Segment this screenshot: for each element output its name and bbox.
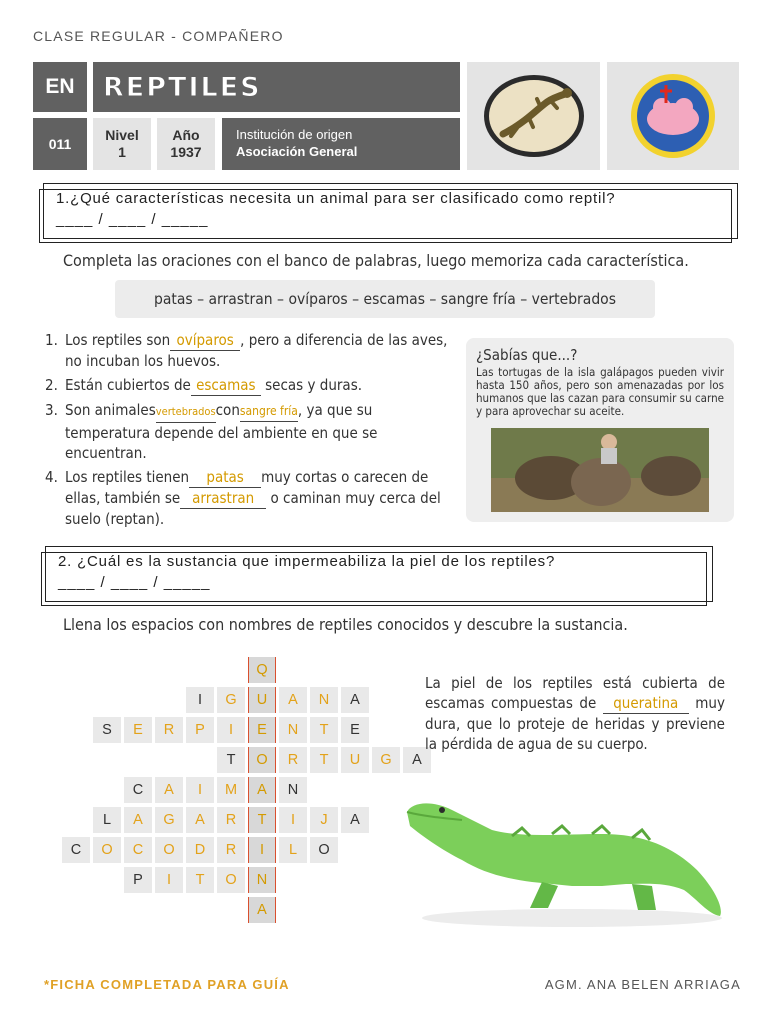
sentence-number: 3. (45, 401, 58, 419)
crossword-cell[interactable]: A (155, 777, 183, 803)
skin-paragraph (425, 673, 725, 754)
crossword-cell[interactable]: N (279, 777, 307, 803)
answer-blank[interactable]: patas (189, 467, 261, 488)
origin-label: Institución de origen (236, 127, 353, 142)
answer-blank[interactable]: ovíparos (170, 330, 240, 351)
word-bank-text: patas – arrastran – ovíparos – escamas – sangre fría – vertebrados (154, 290, 616, 308)
crossword-cell[interactable]: T (310, 747, 338, 773)
crossword-cell[interactable]: M (217, 777, 245, 803)
crossword-cell[interactable]: S (93, 717, 121, 743)
crossword-cell[interactable]: I (217, 717, 245, 743)
class-code (33, 118, 87, 170)
language-badge (33, 62, 87, 112)
crossword-cell[interactable]: T (217, 747, 245, 773)
tortoise-photo (491, 428, 709, 512)
crossword-cell[interactable]: A (341, 807, 369, 833)
crossword-cell[interactable]: C (124, 777, 152, 803)
sentence-1 (45, 330, 457, 371)
sentence-text: Están cubiertos de (65, 376, 191, 394)
top-label: CLASE REGULAR - COMPAÑERO (33, 28, 284, 44)
skin-text: muy dura, que lo proteje de heridas y previene la pérdida de agua de su cuerpo. (425, 694, 725, 753)
level-value: 1 (118, 144, 126, 160)
skin-text: La piel de los reptiles está cubierta de escamas compuestas de (425, 674, 725, 712)
crossword-cell[interactable]: O (217, 867, 245, 893)
crossword-cell[interactable]: D (186, 837, 214, 863)
crossword-cell[interactable]: T (186, 867, 214, 893)
crossword-cell[interactable]: E (341, 717, 369, 743)
crossword-cell[interactable]: G (155, 807, 183, 833)
sentence-4 (45, 467, 457, 529)
crossword-cell[interactable]: R (217, 807, 245, 833)
question-2-text: 2. ¿Cuál es la sustancia que impermeabiliza la piel de los reptiles? (58, 553, 556, 570)
crossword-cell[interactable]: P (186, 717, 214, 743)
crossword-cell[interactable]: O (248, 747, 276, 773)
crossword-cell[interactable]: N (310, 687, 338, 713)
question-2-blanks[interactable]: ____ / ____ / _____ (58, 574, 211, 591)
year-box (157, 118, 215, 170)
answer-blank[interactable]: sangre fría (240, 401, 298, 422)
crossword-cell[interactable]: G (217, 687, 245, 713)
sentence-text: Son animales (65, 401, 156, 419)
title-banner (93, 62, 460, 112)
crossword-cell[interactable]: O (155, 837, 183, 863)
sentence-text: secas y duras. (265, 376, 363, 394)
page-title: REPTILES (103, 71, 262, 103)
crossword-cell[interactable]: J (310, 807, 338, 833)
badge-box (467, 62, 600, 170)
crossword-cell[interactable]: N (279, 717, 307, 743)
question-2 (45, 546, 713, 602)
crossword-cell[interactable]: L (93, 807, 121, 833)
crossword-cell[interactable]: Q (248, 657, 276, 683)
crossword-cell[interactable]: I (155, 867, 183, 893)
fact-box (466, 338, 734, 522)
sentence-text: con (215, 401, 240, 419)
sentence-text: , ya que su temperatura depende del ambiente en que se encuentran. (65, 401, 378, 462)
question-1-blanks[interactable]: ____ / ____ / _____ (56, 211, 209, 228)
crossword-cell[interactable]: C (62, 837, 90, 863)
crossword-cell[interactable]: I (248, 837, 276, 863)
sentence-list (45, 330, 457, 533)
crossword-cell[interactable]: A (186, 807, 214, 833)
sentence-text: Los reptiles son (65, 331, 171, 349)
footer-author: AGM. ANA BELEN ARRIAGA (544, 977, 741, 992)
instruction-1: Completa las oraciones con el banco de palabras, luego memoriza cada característica. (63, 251, 689, 270)
year-label: Año (172, 127, 200, 143)
answer-blank[interactable]: vertebrados (156, 402, 216, 423)
crossword-cell[interactable]: I (279, 807, 307, 833)
crossword-cell[interactable]: I (186, 777, 214, 803)
crossword-cell[interactable]: C (124, 837, 152, 863)
fact-text: Las tortugas de la isla galápagos pueden vivir hasta 150 años, pero son amenazadas por los humanos que las cazan para consumir su carne y para aprovechar su aceite. (476, 365, 724, 418)
crossword-cell[interactable]: E (248, 717, 276, 743)
crossword-cell[interactable]: E (124, 717, 152, 743)
crossword-cell[interactable]: A (403, 747, 431, 773)
club-logo-box (607, 62, 739, 170)
crossword-cell[interactable]: N (248, 867, 276, 893)
crossword-cell[interactable]: A (341, 687, 369, 713)
sentence-text: , pero a diferencia de las aves, no incuban los huevos. (65, 331, 448, 370)
sentence-3 (45, 400, 457, 463)
sentence-number: 2. (45, 376, 58, 394)
footer-note: *FICHA COMPLETADA PARA GUÍA (44, 977, 290, 992)
word-bank (115, 280, 655, 318)
crossword-cell[interactable]: R (155, 717, 183, 743)
sentence-text: muy cortas o carecen de ellas, también se (65, 468, 429, 507)
question-1 (43, 183, 738, 239)
sentence-number: 1. (45, 331, 58, 349)
crossword-cell[interactable]: P (124, 867, 152, 893)
language-code: EN (45, 75, 75, 98)
question-1-text: 1.¿Qué características necesita un animal para ser clasificado como reptil? (56, 190, 616, 207)
crossword-cell[interactable]: L (279, 837, 307, 863)
sentence-text: o caminan muy cerca del suelo (reptan). (65, 489, 441, 528)
crossword-cell[interactable]: A (124, 807, 152, 833)
crossword-cell[interactable]: A (248, 777, 276, 803)
answer-blank[interactable]: arrastran (180, 488, 266, 509)
year-value: 1937 (170, 144, 202, 160)
crossword-cell[interactable]: A (248, 897, 276, 923)
crocodile-icon (402, 790, 732, 930)
crossword-cell[interactable]: A (279, 687, 307, 713)
sentence-text: Los reptiles tienen (65, 468, 190, 486)
lizard-badge-icon (481, 72, 587, 160)
class-code-value: 011 (48, 136, 72, 152)
answer-blank[interactable]: escamas (191, 375, 261, 396)
origin-value: Asociación General (236, 144, 358, 159)
instruction-2: Llena los espacios con nombres de reptiles conocidos y descubre la sustancia. (63, 615, 628, 634)
origin-box (222, 118, 460, 170)
answer-blank[interactable]: queratina (603, 693, 689, 714)
crossword-cell[interactable]: O (310, 837, 338, 863)
crossword-cell[interactable]: R (279, 747, 307, 773)
crossword-cell[interactable]: U (341, 747, 369, 773)
level-label: Nivel (105, 127, 139, 143)
crossword-cell[interactable]: T (248, 807, 276, 833)
fact-title: ¿Sabías que...? (476, 346, 578, 364)
sentence-number: 4. (45, 468, 58, 486)
crossword-cell[interactable]: T (310, 717, 338, 743)
club-logo-icon (628, 71, 718, 161)
crossword-cell[interactable]: I (186, 687, 214, 713)
crossword-cell[interactable]: U (248, 687, 276, 713)
crossword-cell[interactable]: G (372, 747, 400, 773)
level-box (93, 118, 151, 170)
sentence-2 (45, 375, 457, 396)
crossword-cell[interactable]: O (93, 837, 121, 863)
crossword-cell[interactable]: R (217, 837, 245, 863)
